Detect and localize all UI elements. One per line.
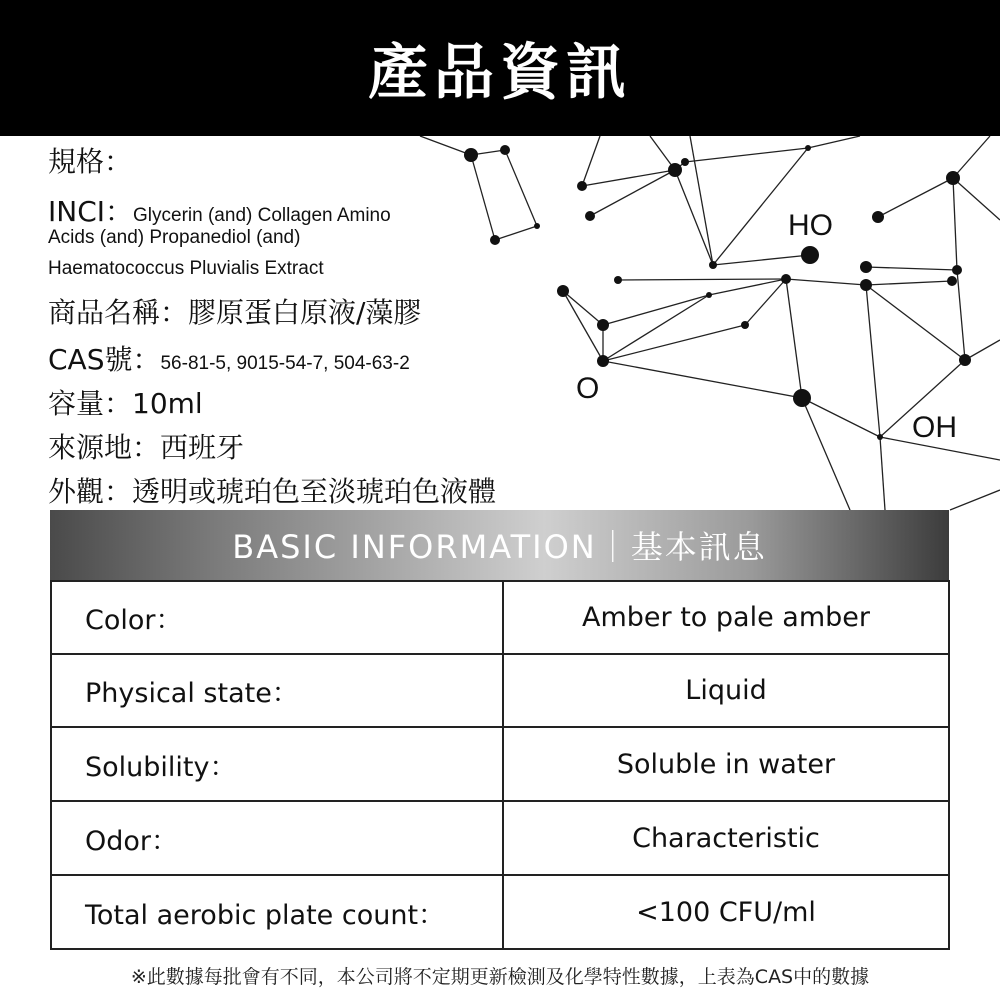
inci-row — [48, 190, 391, 230]
basic-info-header — [50, 510, 949, 580]
inci-line-3: Haematococcus Pluvialis Extract — [48, 258, 324, 279]
table-row — [51, 581, 949, 654]
row-label: Total aerobic plate count： — [51, 875, 503, 949]
product-name: 商品名稱：膠原蛋白原液/藻膠 — [48, 296, 422, 329]
molecule-label-oh: OH — [912, 411, 957, 444]
molecule-label-ho: HO — [788, 209, 833, 242]
basic-info-title: BASIC INFORMATION｜基本訊息 — [232, 528, 767, 566]
cas-row — [48, 338, 410, 378]
table-row — [51, 654, 949, 727]
footnote: ※此數據每批會有不同，本公司將不定期更新檢測及化學特性數據，上表為CAS中的數據 — [130, 966, 870, 988]
row-value: Characteristic — [503, 801, 949, 875]
molecule-label-o: O — [576, 372, 600, 405]
table-row — [51, 875, 949, 949]
inci-line-1: Glycerin (and) Collagen Amino — [133, 205, 391, 226]
row-label: Solubility： — [51, 727, 503, 801]
origin: 來源地：西班牙 — [48, 431, 245, 464]
row-label: Odor： — [51, 801, 503, 875]
volume: 容量：10ml — [48, 387, 203, 420]
cas-value: 56-81-5, 9015-54-7, 504-63-2 — [160, 353, 410, 374]
page-header — [0, 0, 1000, 136]
page-title: 產品資訊 — [368, 38, 632, 108]
table-row — [51, 727, 949, 801]
row-value: Soluble in water — [503, 727, 949, 801]
spec-label: 規格： — [48, 145, 133, 178]
cas-label: CAS號： — [48, 343, 161, 376]
table-row — [51, 801, 949, 875]
row-value: Amber to pale amber — [503, 581, 949, 654]
appearance: 外觀：透明或琥珀色至淡琥珀色液體 — [48, 475, 497, 508]
inci-label: INCI： — [48, 195, 134, 228]
row-label: Color： — [51, 581, 503, 654]
basic-info-table — [50, 580, 950, 950]
molecule-bonds — [420, 136, 1000, 510]
row-value: Liquid — [503, 654, 949, 727]
molecule-atoms — [464, 145, 971, 440]
row-value: <100 CFU/ml — [503, 875, 949, 949]
row-label: Physical state： — [51, 654, 503, 727]
inci-line-2: Acids (and) Propanediol (and) — [48, 227, 301, 248]
